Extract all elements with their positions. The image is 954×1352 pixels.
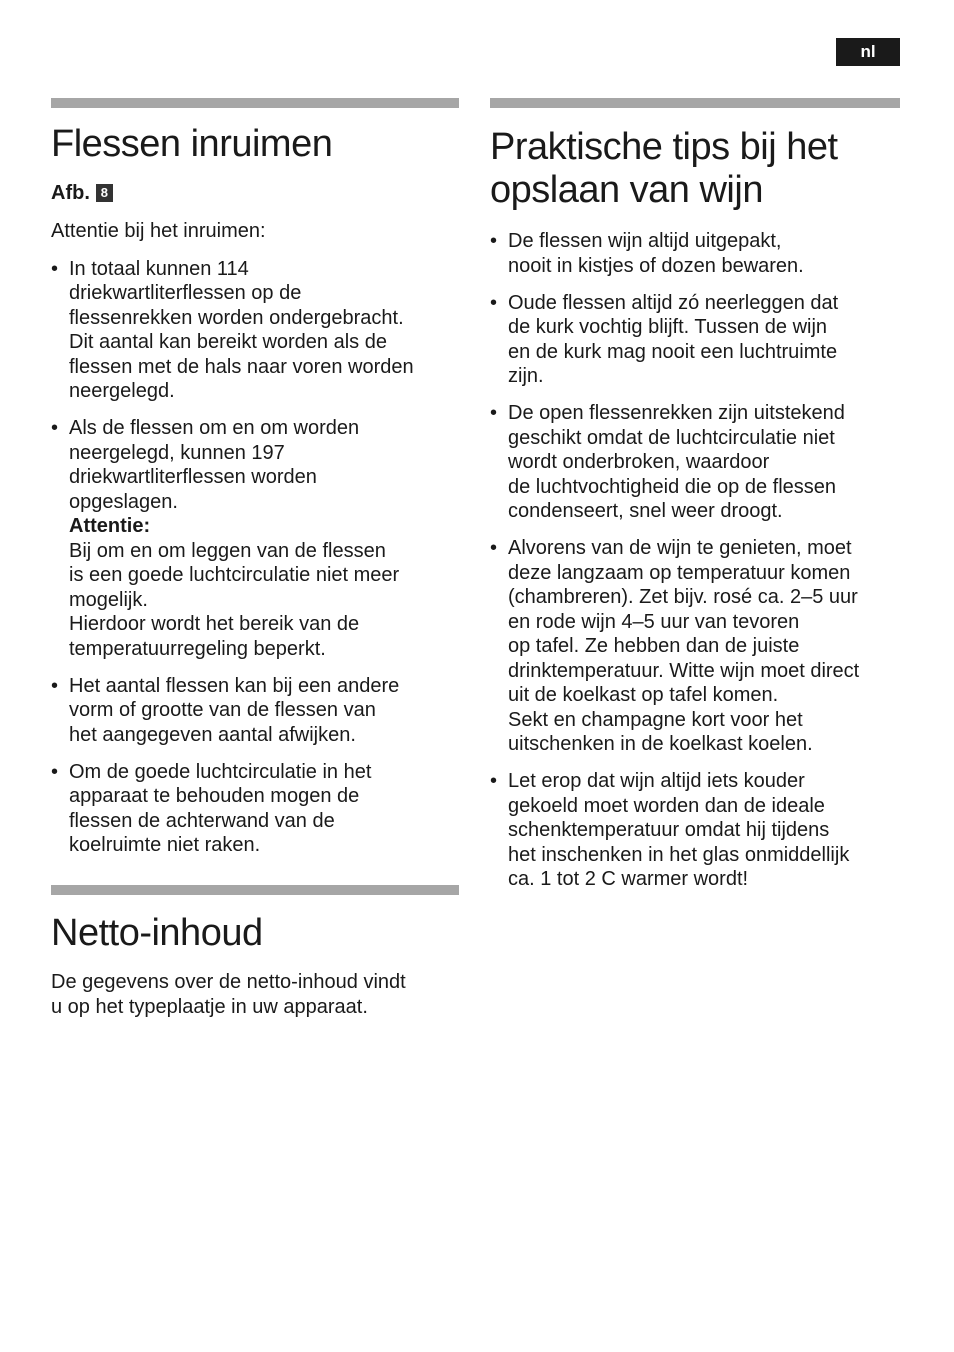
figure-reference <box>51 181 459 205</box>
list-item-line: driekwartliterflessen op de <box>69 282 302 304</box>
attention-line: Hierdoor wordt het bereik van de <box>69 613 360 635</box>
list-item-line: condenseert, snel weer droogt. <box>508 500 783 522</box>
list-item-line: ca. 1 tot 2 C warmer wordt! <box>508 868 749 890</box>
section-rule <box>51 98 459 108</box>
figure-label: Afb. <box>51 182 90 204</box>
intro-text: Attentie bij het inruimen: <box>51 220 266 242</box>
bullet-list <box>51 257 459 858</box>
list-item <box>490 769 900 892</box>
section-praktische-tips <box>490 98 900 904</box>
list-item-line: flessen met de hals naar voren worden <box>69 355 414 378</box>
section-flessen-inruimen <box>51 98 459 870</box>
section-rule <box>51 885 459 895</box>
list-item-line: uitschenken in de koelkast koelen. <box>508 733 813 755</box>
attention-line: is een goede luchtcirculatie niet meer <box>69 564 400 586</box>
section-body <box>51 970 459 1019</box>
list-item-line: het inschenken in het glas onmiddellijk <box>508 843 850 866</box>
figure-number-badge: 8 <box>96 184 113 202</box>
attention-line: mogelijk. <box>69 588 148 611</box>
list-item-line: de kurk vochtig blijft. Tussen de wijn <box>508 316 828 338</box>
list-item-line: • Alvorens van de wijn te genieten, moet <box>508 537 852 559</box>
bullet-list <box>490 229 900 892</box>
list-item-line: flessen de achterwand van de <box>69 809 335 832</box>
list-item-line: • Om de goede luchtcirculatie in het <box>69 760 372 783</box>
attention-line: Bij om en om leggen van de flessen <box>69 539 386 562</box>
section-title-line: opslaan van wijn <box>490 169 763 211</box>
list-item-line: • In totaal kunnen 114 <box>69 257 249 280</box>
list-item-line: • Let erop dat wijn altijd iets kouder <box>508 770 805 792</box>
list-item-line: opgeslagen. <box>69 490 178 513</box>
list-item <box>490 229 900 278</box>
list-item-line: neergelegd, kunnen 197 <box>69 441 285 464</box>
language-tab <box>836 38 900 66</box>
body-line: u op het typeplaatje in uw apparaat. <box>51 995 368 1018</box>
list-item-line: de luchtvochtigheid die op de flessen <box>508 475 837 498</box>
list-item <box>51 416 459 661</box>
list-item <box>490 401 900 524</box>
list-item <box>51 257 459 404</box>
list-item-line: • Als de flessen om en om worden <box>69 417 360 439</box>
list-item-line: neergelegd. <box>69 380 175 402</box>
list-item-line: (chambreren). Zet bijv. rosé ca. 2–5 uur <box>508 586 858 608</box>
list-item-line: flessenrekken worden ondergebracht. <box>69 306 404 329</box>
list-item-line: geschikt omdat de luchtcirculatie niet <box>508 426 835 449</box>
list-item <box>51 760 459 858</box>
list-item <box>490 536 900 757</box>
list-item-line: wordt onderbroken, waardoor <box>508 451 770 473</box>
list-item-line: nooit in kistjes of dozen bewaren. <box>508 254 804 277</box>
section-title-line: Praktische tips bij het <box>490 126 838 168</box>
body-line: De gegevens over de netto-inhoud vindt <box>51 971 406 993</box>
list-item-line: driekwartliterflessen worden <box>69 466 317 488</box>
list-item-line: op tafel. Ze hebben dan de juiste <box>508 635 800 657</box>
section-title: Netto-inhoud <box>51 912 263 954</box>
list-item-line: apparaat te behouden mogen de <box>69 785 360 807</box>
section-netto-inhoud <box>51 885 459 1019</box>
list-item-line: vorm of grootte van de flessen van <box>69 699 376 721</box>
list-item-line: deze langzaam op temperatuur komen <box>508 561 851 584</box>
attention-line: temperatuurregeling beperkt. <box>69 637 326 660</box>
attention-label: Attentie: <box>69 515 151 537</box>
list-item-line: Dit aantal kan bereikt worden als de <box>69 331 387 353</box>
list-item <box>51 674 459 748</box>
section-title: Flessen inruimen <box>51 123 333 165</box>
list-item <box>490 291 900 389</box>
list-item-line: en rode wijn 4–5 uur van tevoren <box>508 610 800 633</box>
section-rule <box>490 98 900 108</box>
language-tab-label: nl <box>860 42 876 61</box>
list-item-line: drinktemperatuur. Witte wijn moet direct <box>508 659 860 682</box>
section-title <box>490 126 900 212</box>
list-item-line: het aangegeven aantal afwijken. <box>69 723 356 746</box>
list-item-line: • Het aantal flessen kan bij een andere <box>69 674 400 697</box>
list-item-line: zijn. <box>508 365 544 387</box>
list-item-line: uit de koelkast op tafel komen. <box>508 684 779 706</box>
list-item-line: Sekt en champagne kort voor het <box>508 708 803 731</box>
list-item-line: en de kurk mag nooit een luchtruimte <box>508 340 838 363</box>
list-item-line: • Oude flessen altijd zó neerleggen dat <box>508 291 839 314</box>
list-item-line: gekoeld moet worden dan de ideale <box>508 794 825 817</box>
list-item-line: schenktemperatuur omdat hij tijdens <box>508 819 830 841</box>
list-item-line: • De flessen wijn altijd uitgepakt, <box>508 230 782 252</box>
list-item-line: • De open flessenrekken zijn uitstekend <box>508 402 845 424</box>
list-item-line: koelruimte niet raken. <box>69 834 261 856</box>
